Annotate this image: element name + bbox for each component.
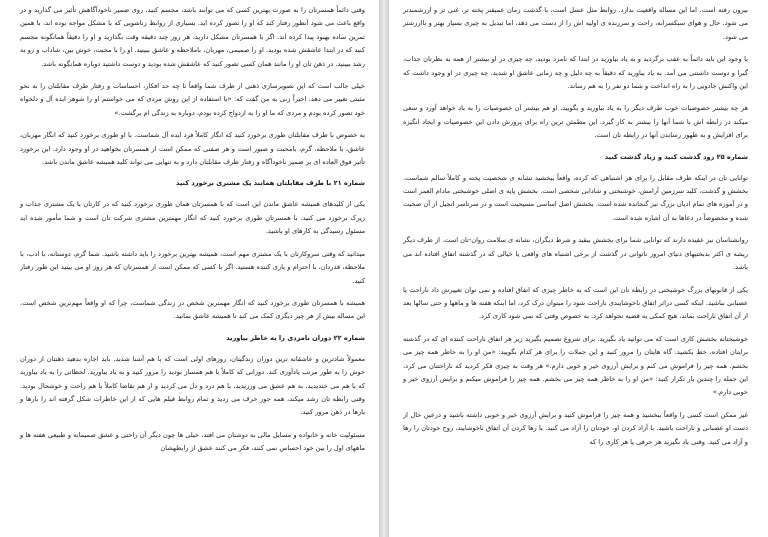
paragraph: به خصوص با طرف مقابلتان طوری برخورد کنید که انگار کاملاً فرد ایده آل شماست. با او طوری برخورد کنید که انگار مهربان، عاشق، با ملاحظه، گرم، بامحبت و صبور است و هر صفتی که ممکن است از همسرتان بخواهید در او وجود دارد. این برخورد تأثیر فوق العاده ای بر ضمیر ناخودآگاه و رفتار طرف مقابلتان دارد و به تنهایی می تواند کلید همیشه عاشق ماندن باشد. bbox=[20, 131, 365, 167]
section-heading: شماره ۲۱ با طرف مقابلتان همانند یک مشتری برخورد کنید bbox=[176, 179, 365, 188]
right-page bbox=[389, 0, 768, 537]
left-page bbox=[0, 0, 379, 537]
section-heading: شماره ۲۲ دوران نامزدی را به خاطر بیاورید bbox=[226, 333, 365, 342]
paragraph: مسئولیت خانه و خانواده و مسایل مالی به دوشتان می افتد، خیلی ها چون دیگر آن راحتی و عشق صمیمانه و طبیعی هفته ها و ماههای اول را بین خود احساس نمی کنند، فکر می کنند عشق از رابطهشان bbox=[20, 430, 365, 453]
paragraph: خوشبختانه بخشش کاری است که می توانید یاد بگیرید. برای شروع تصمیم بگیرید زیر هر اتفاق ناراحت کننده ای که در گذشته برایتان افتاده، خط بکشید. گاه هایتان را مرور کنید و این جملات را برای هر کدام بگویید: «من او را به خاطر همه چیز می بخشم. همه چیز را فراموش می کنم و برایش آرزوی خیر و خوبی دارم.» هر وقت به چیزی فکر کردید که ناراحتتان می کرد، این جمله را چندین بار تکرار کنید: «من او را به خاطر همه چیز می بخشم. همه چیز را فراموش میکنم و برایش آرزوی خیر و خوبی دارم.» bbox=[403, 334, 748, 397]
paragraph: با وجود این باید دائماً به عقب برگردید و به یاد بیاورید در ابتدا که نامزد بودید، چه چیزی در او بیشتر از همه به نظرتان جذاب، گیرا و دوست داشتنی می آمد. به یاد بیاورید که دقیقاً به چه دلیل و چه زمانی عاشق او شدید، چه چیزی در او وجود داشت که این واکنش جادویی را به راه انداخت و شما دو نفر را به هم رساند. bbox=[403, 55, 748, 91]
paragraph: هر چه بیشتر خصوصیات خوب طرف دیگر را به یاد بیاورید و بگویید، او هم بیشتر آن خصوصیات را به یاد خواهد آورد و سعی میکند در رابطه اش با شما آنها را بیشتر به کار گیرد. این مطمئن ترین راه برای پرورش دادن این خصوصیات و ایجاد انگیزه برای افزایش و به ظهور رساندن آنها در رابطه تان است. bbox=[403, 104, 748, 140]
paragraph: غیر ممکن است کسی را واقعاً ببخشید و همه چیز را فراموش کنید و برایش آرزوی خیر و خوبی داشته باشید و درعین حال از دست او عصبانی و ناراحت باشید. با آزاد کردن او، خودتان را آزاد می کنید. با رها کردن آن اتفاق ناخوشایند، روح خودتان را رها و آزاد می کنید. وقتی یاد بگیرید هر حرفی یا هر کاری را که bbox=[403, 410, 748, 446]
paragraph: وقتی دائماً همسرتان را به صورت بهترین کسی که می توانند باشد، مجسم کنید، روی ضمیر ناخودآگاهش تأثیر می گذارید و در واقع باعث می شود آنطور رفتار کند که او را تصور کرده اید. بسیاری از روابط زناشویی که با مشکل مواجه بوده اند، با همین تمرین ساده بهبود پیدا کرده اند. اگر با همسرتان مشکل دارید، هر روز چند دقیقه وقت بگذارید و او را دقیقاً همانگونه مجسم کنید که در ابتدا عاشقش شده بودید. او را صمیمی، مهربان، باملاحظه و عاشق ببینید. او را با محبت، خوش بین، شاداب و رو به رشد ببینید. در ذهن تان او را مانند همان کسی تصور کنید که عاشقش شده بودید و دوست داشتید دوباره همانگونه باشد. bbox=[20, 6, 365, 68]
paragraph: یکی از قانونهای بزرگ خوشبختی در رابطه تان این است که به خاطر چیزی که اتفاق افتاده و نمی توان تغییرش داد ناراحت یا عصبانی نباشید. اینکه کسی دراثر اتفاق ناخوشایندی ناراحت شود را میتوان درک کرد، اما اینکه هفته ها و ماهها و حتی سالها بعد از آن اتفاق ناراحت بماند، هیچ کمکی به قضیه نخواهد کرد. به خصوص وقتی که نمی شود کاری کرد. bbox=[403, 285, 748, 321]
paragraph: همیشه با همسرتان طوری برخورد کنید که انگار مهمترین شخص در زندگی شماست، چرا که او واقعاً مهم‌ترین شخص است. این مساله بیش از هر چیز دیگری کمک می کند تا همیشه عاشق بمانید. bbox=[20, 298, 365, 321]
paragraph: یکی از کلیدهای همیشه عاشق ماندن این است که با همسرتان همان طوری برخورد کنید که در کارتان با یک مشتری جذاب و زیرک برخورد می کنید. با همسرتان طوری برخورد کنید که انگار مهمترین مشتری شرکت تان است و شما مأمور شده اید مسئول رسیدگی به کارهای او باشید. bbox=[20, 200, 365, 236]
section-heading: شماره ۲۵ زود گذشت کنید و زیاد گذشت کنید bbox=[604, 152, 748, 161]
paragraph: روانشناسان نیز عقیده دارند که توانایی شما برای بخشش بیقید و شرط دیگران، نشانه ی سلامت روان-تان است. از طرف دیگر ریشه ی اکثر بدبختیهای دنیای امروز ناتوانی در گذشت از برخی اشتباه های واقعی یا خیالی که در گذشته اتفاق افتاده اند می باشد. bbox=[403, 236, 748, 272]
page-gutter bbox=[379, 0, 389, 537]
paragraph: معمولاً شادترین و عاشقانه ترین دوران زندگیتان، روزهای اولی است که با هم آشنا شدید. باید اجازه بدهید ذهنتان از دوران خوش را به طور مرتب یادآوری کند. دورانی که کاملاً با هم همساز بودید را مرور کنید و به یاد بیاورید. لحظاتی را به یاد بیاورید که با هم می خندیدید، به هم عشق می ورزیدید، با هم درد و دل می کردید و از هم تقاضا کاملاً با هم راحت و خوشحال بودید. وقتی رابطه تان رشد میکند، همه جور حرف می زدید و تمام روابط فیلم هایی که از این خاطرات شکل گرفته اند را بارها و بارها در ذهن مرور کنید. bbox=[20, 354, 365, 417]
paragraph: خیلی جالب است که این تصویرسازی ذهنی از طرف شما واقعاً تا چه حد افکار، احساسات و رفتار طرف مقابلتان را به نحو مثبتی تغییر می دهد. اخیراً زنی به من گفت که: «با استفاده از این روش مردی که می خواستم او را شوهر ایده آل و دلخواه خود تصور کرده بودم و مردی که ما او را به ازدواج کرده بودم، دوباره به زندگی ام برگشت.» bbox=[20, 82, 365, 117]
paragraph: میدانید که وقتی سروکارتان با یک مشتری مهم است، همیشه بهترین برخورد را باید داشته باشید. شما گرم، دوستانه، با ادب، با ملاحظه، قدردان، با احترام و یاری کننده هستید. اگر با کسی که ممکن است از همسرتان که هر روز او می بینید این طور رفتار کنید. bbox=[20, 249, 365, 285]
paragraph: بیرون رفته است. اما این مساله واقعیت ندارد. روابط مثل عسل است، با گذشت زمان عمیقتر پخته تر، غنی تر و ارزشمندتر می شود. حال و هوای سبکسرانه، راحت و سرزنده ی اولیه اش را از دست می دهد، اما تبدیل به چیزی بسیار بهتر و باارزشتر می شود. bbox=[403, 6, 748, 41]
paragraph: توانایی تان در اینکه طرف مقابل را برای هر اشتباهی که کرده، واقعاً ببخشید نشانه ی شخصیت پخته و کاملاً سالم شماست. بخشش و گذشت، کلید سرزمین آرامش، خوشبختی و شادابی شخصی است. بخشش پایه ی اصلی خوشبختی مادام العمر است و در آموزه های تمام ادیان بزرگ نیز گنجانده شده است. بخشش اصل اساسی مسیحیت است و در سرتاسر انجیل از آن صحبت شده و مخصوصاً در دعاها به آن اشاره شده است. bbox=[403, 173, 748, 222]
